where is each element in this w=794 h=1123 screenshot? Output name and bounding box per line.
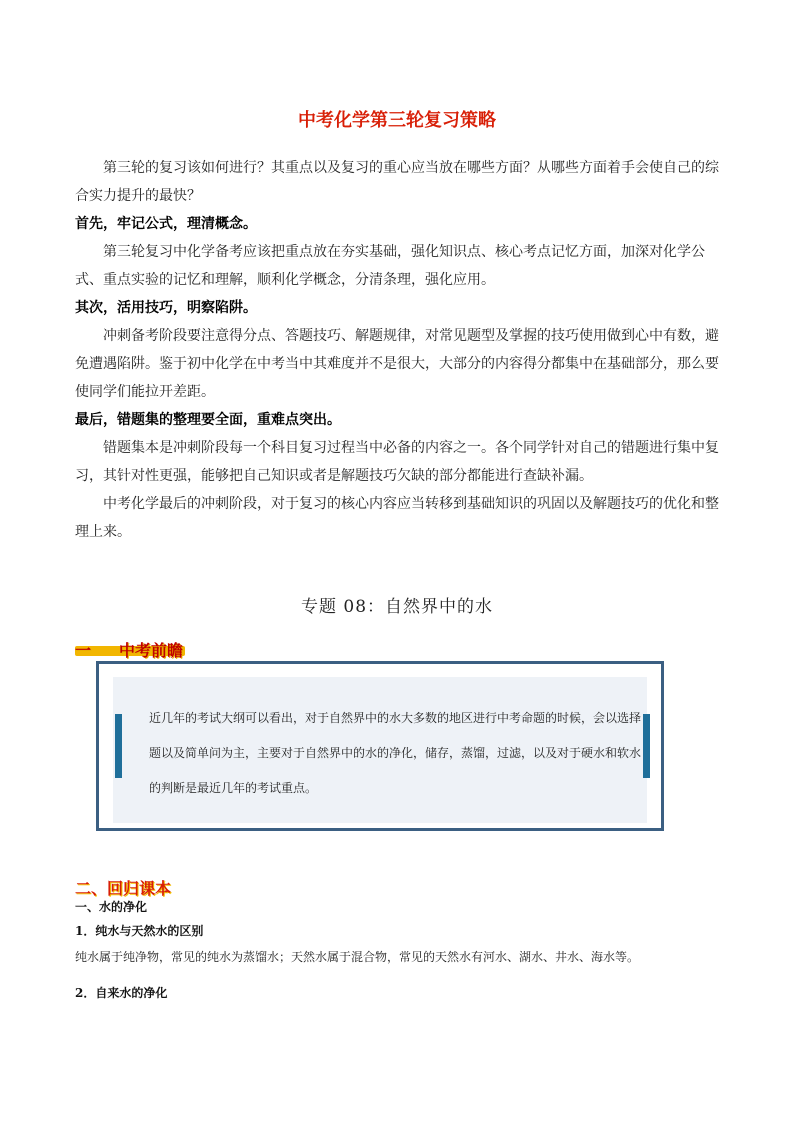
item1-body: 纯水属于纯净物，常见的纯水为蒸馏水；天然水属于混合物，常见的天然水有河水、湖水、井水、海水等。 bbox=[75, 950, 640, 964]
point1-paragraph: 第三轮复习中化学备考应该把重点放在夯实基础，强化知识点、核心考点记忆方面，加深对化学公式、重点实验的记忆和理解，顺利化学概念，分清条理，强化应用。 bbox=[75, 244, 705, 288]
exam-outlook-inner bbox=[113, 677, 647, 823]
point3-heading: 最后，错题集的整理要全面，重难点突出。 bbox=[75, 412, 341, 428]
section2-heading: 二、回归课本 bbox=[75, 879, 172, 898]
item2-heading: 2．自来水的净化 bbox=[75, 986, 168, 1000]
point1-heading: 首先，牢记公式，理清概念。 bbox=[75, 216, 257, 232]
point2-paragraph: 冲刺备考阶段要注意得分点、答题技巧、解题规律，对常见题型及掌握的技巧使用做到心中有数，避免遭遇陷阱。鉴于初中化学在中考当中其难度并不是很大，大部分的内容得分都集中在基础部分，那么要使同学们能拉开差距。 bbox=[75, 328, 719, 400]
point3-paragraph: 错题集本是冲刺阶段每一个科目复习过程当中必备的内容之一。各个同学针对自己的错题进行集中复习，其针对性更强，能够把自己知识或者是解题技巧欠缺的部分都能进行查缺补漏。 bbox=[75, 440, 719, 484]
item1-heading: 1．纯水与天然水的区别 bbox=[75, 924, 204, 938]
exam-outlook-box bbox=[96, 661, 664, 831]
section1-label: 中考前瞻 bbox=[119, 640, 184, 660]
subsection-heading: 一、水的净化 bbox=[75, 900, 148, 914]
left-accent-bar bbox=[115, 714, 122, 778]
topic-title: 专题 08：自然界中的水 bbox=[300, 597, 494, 617]
right-accent-bar bbox=[643, 714, 650, 778]
closing-paragraph: 中考化学最后的冲刺阶段，对于复习的核心内容应当转移到基础知识的巩固以及解题技巧的优化和整理上来。 bbox=[75, 496, 719, 540]
section1-heading bbox=[75, 638, 183, 660]
page-title: 中考化学第三轮复习策略 bbox=[298, 110, 496, 131]
exam-outlook-text: 近几年的考试大纲可以看出，对于自然界中的水大多数的地区进行中考命题的时候，会以选择题以及简单问为主，主要对于自然界中的水的净化，储存，蒸馏，过滤，以及对于硬水和软水的判断是最近几年的考试重点。 bbox=[149, 711, 642, 795]
section1-number: 一 bbox=[75, 640, 92, 660]
intro-paragraph: 第三轮的复习该如何进行？其重点以及复习的重心应当放在哪些方面？从哪些方面着手会使自己的综合实力提升的最快？ bbox=[75, 160, 719, 204]
point2-heading: 其次，活用技巧，明察陷阱。 bbox=[75, 300, 257, 316]
